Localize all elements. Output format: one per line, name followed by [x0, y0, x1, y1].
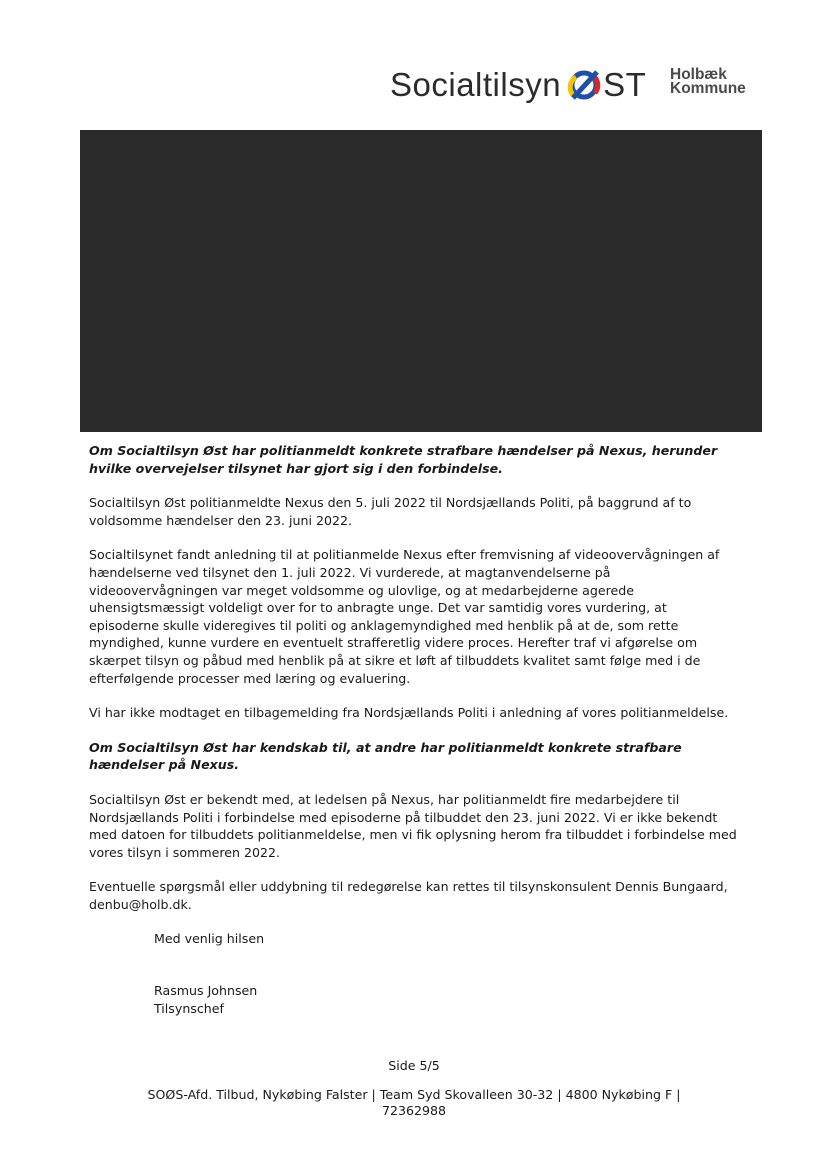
paragraph-5: Eventuelle spørgsmål eller uddybning til redegørelse kan rettes til tilsynskonsulent Dennis Bungaard, denbu@holb.dk. — [89, 879, 728, 912]
signatory-name: Rasmus Johnsen — [154, 983, 258, 998]
redacted-block — [80, 130, 762, 432]
letter-body — [89, 442, 739, 930]
question-heading-2: Om Socialtilsyn Øst har kendskab til, at andre har politianmeldt konkrete strafbare hændelser på Nexus. — [89, 739, 682, 773]
brand-text: Socialtilsyn — [390, 66, 562, 103]
kommune-line-2: Kommune — [670, 80, 746, 97]
signatory-title: Tilsynschef — [154, 1001, 224, 1016]
footer-address-line-2: 72362988 — [381, 1103, 447, 1118]
paragraph-3: Vi har ikke modtaget en tilbagemelding fra Nordsjællands Politi i anledning af vores politianmeldelse. — [89, 705, 729, 721]
paragraph-2: Socialtilsynet fandt anledning til at politianmelde Nexus efter fremvisning af videoovervågningen af hændelserne ved tilsynet den 1. juli 2022. Vi vurderede, at magtanvendelserne på videoovervågningen var meget voldsomme og ulovlige, og at medarbejderne agerede uhensigtsmæssigt voldeligt over for to anbragte unge. Det var samtidig vores vurdering, at episoderne skulle videregives til politi og anklagemyndighed med henblik på at de, som rette myndighed, kunne vurdere en eventuelt strafferetlig videre proces. Herefter traf vi afgørelse om skærpet tilsyn og påbud med henblik på at sikre et løft af tilbuddets kvalitet samt følge med i de efterfølgende processer med læring og evaluering. — [89, 547, 720, 686]
brand-suffix: ST — [603, 66, 647, 103]
page-number: Side 5/5 — [388, 1058, 440, 1073]
footer-address-line-1: SOØS-Afd. Tilbud, Nykøbing Falster | Team Syd Skovalleen 30-32 | 4800 Nykøbing F | — [147, 1087, 681, 1102]
kommune-line-1: Holbæk — [670, 66, 727, 83]
paragraph-4: Socialtilsyn Øst er bekendt med, at ledelsen på Nexus, har politianmeldt fire medarbejdere til Nordsjællands Politi i forbindelse med episoderne på tilbuddet den 23. juni 2022. Vi er ikke bekendt med datoen for tilbuddets politianmeldelse, men vi fik oplysning herom fra tilbuddet i forbindelse med vores tilsyn i sommeren 2022. — [89, 791, 737, 860]
paragraph-1: Socialtilsyn Øst politianmeldte Nexus den 5. juli 2022 til Nordsjællands Politi, på baggrund af to voldsomme hændelser den 23. juni 2022. — [89, 495, 692, 528]
holbaek-kommune-logo — [670, 68, 746, 96]
question-heading-1: Om Socialtilsyn Øst har politianmeldt konkrete strafbare hændelser på Nexus, herunder hvilke overvejelser tilsynet har gjort sig i den forbindelse. — [89, 443, 718, 476]
socialtilsyn-logo — [390, 66, 646, 104]
socialtilsyn-mark-icon — [567, 68, 601, 102]
letterhead — [0, 58, 828, 108]
footer-address — [0, 1087, 828, 1119]
greeting: Med venlig hilsen — [154, 931, 265, 946]
